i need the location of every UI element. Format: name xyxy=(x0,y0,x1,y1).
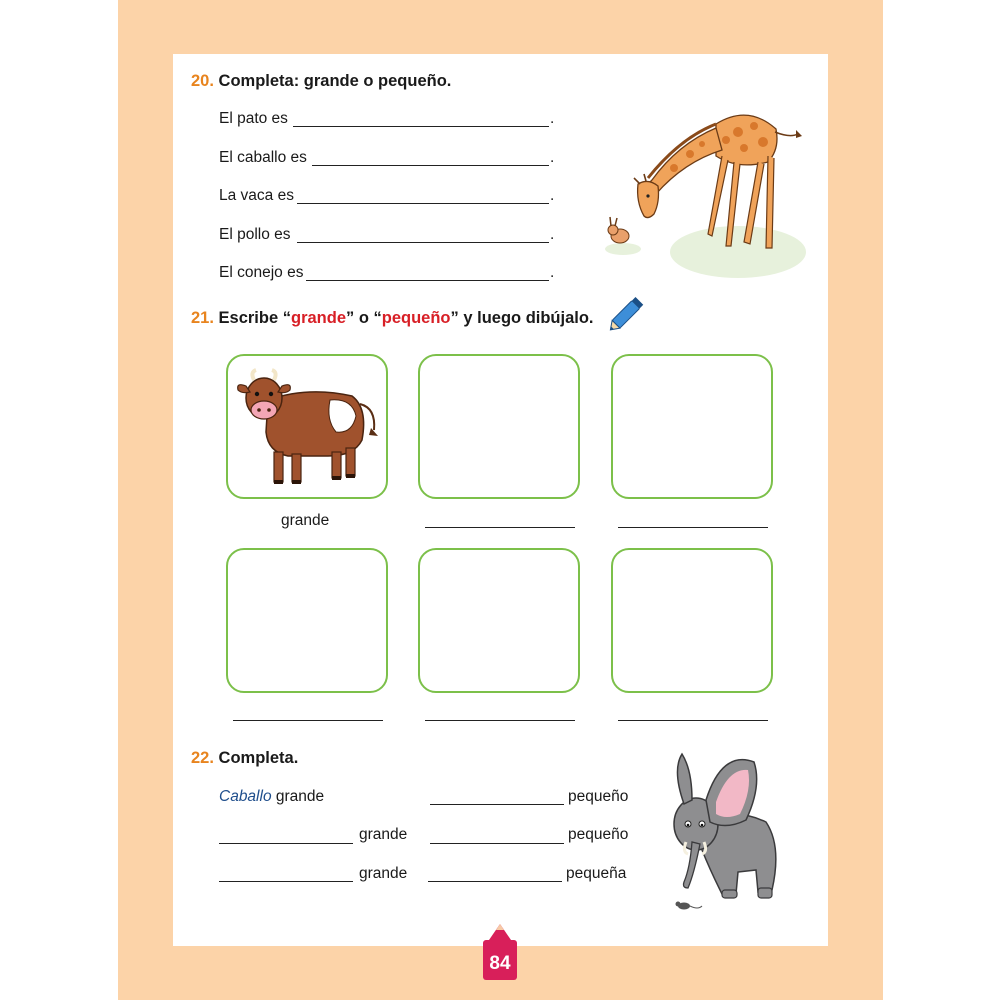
ex20-item-4-prompt: El pollo es xyxy=(219,226,291,243)
ex20-item-4-end: . xyxy=(550,226,555,243)
exercise-21-title-part3: ” y luego dibújalo. xyxy=(450,309,594,327)
exercise-21-word-big: grande xyxy=(291,309,347,327)
ex20-item-2 xyxy=(219,149,307,167)
ex22-row-3-right-suffix: pequeña xyxy=(566,865,627,882)
ex20-item-4 xyxy=(219,226,291,244)
exercise-22-heading xyxy=(191,749,298,768)
ex22-row-3-left-blank[interactable] xyxy=(219,881,353,882)
ex20-item-5-prompt: El conejo es xyxy=(219,264,304,281)
ex22-row-2-left-blank[interactable] xyxy=(219,843,353,844)
ex20-item-3-prompt: La vaca es xyxy=(219,187,294,204)
ex22-row-3-left-suffix: grande xyxy=(359,865,408,882)
drawing-box-4[interactable] xyxy=(226,548,388,693)
ex22-row-1-left xyxy=(219,788,324,806)
drawing-box-6[interactable] xyxy=(611,548,773,693)
exercise-21-title-part2: ” o “ xyxy=(346,309,382,327)
ex20-item-5-blank[interactable] xyxy=(306,280,549,281)
cow-illustration xyxy=(228,356,386,497)
exercise-20-number: 20. xyxy=(191,72,214,90)
ex20-item-4-blank[interactable] xyxy=(297,242,549,243)
ex20-item-2-end: . xyxy=(550,149,555,166)
ex20-item-1-blank[interactable] xyxy=(293,126,549,127)
exercise-21-number: 21. xyxy=(191,309,214,327)
ex22-row-3-right-blank[interactable] xyxy=(428,881,562,882)
drawing-box-1 xyxy=(226,354,388,499)
ex20-item-1-prompt: El pato es xyxy=(219,110,288,127)
ex20-item-5-end: . xyxy=(550,264,555,281)
page-number: 84 xyxy=(489,953,511,974)
ex20-item-3-end: . xyxy=(550,187,555,204)
exercise-21-title-part1: Escribe “ xyxy=(218,309,291,327)
exercise-22-number: 22. xyxy=(191,749,214,767)
box-2-answer-line[interactable] xyxy=(425,527,575,528)
example-label-grande: grande xyxy=(281,512,330,529)
ex20-item-2-blank[interactable] xyxy=(312,165,549,166)
ex20-item-1-end: . xyxy=(550,110,555,127)
ex22-row-1-right-suffix: pequeño xyxy=(568,788,629,805)
exercise-20-heading xyxy=(191,72,451,91)
ex22-row-2-left-suffix: grande xyxy=(359,826,408,843)
drawing-box-5[interactable] xyxy=(418,548,580,693)
exercise-20-title: Completa: grande o pequeño. xyxy=(218,72,452,90)
elephant-illustration xyxy=(662,750,794,915)
drawing-box-2[interactable] xyxy=(418,354,580,499)
ex22-row-1-left-suffix: grande xyxy=(275,788,325,805)
pencil-icon xyxy=(604,292,650,336)
exercise-22-title: Completa. xyxy=(218,749,299,767)
box-3-answer-line[interactable] xyxy=(618,527,768,528)
ex22-example-word: Caballo xyxy=(219,788,272,805)
exercise-21-heading xyxy=(191,309,594,328)
ex22-row-2-right-blank[interactable] xyxy=(430,843,564,844)
box-6-answer-line[interactable] xyxy=(618,720,768,721)
box-4-answer-line[interactable] xyxy=(233,720,383,721)
ex20-item-5 xyxy=(219,264,303,282)
giraffe-illustration xyxy=(598,84,808,284)
ex22-row-1-right-blank[interactable] xyxy=(430,804,564,805)
exercise-21-word-small: pequeño xyxy=(381,309,451,327)
box-5-answer-line[interactable] xyxy=(425,720,575,721)
ex20-item-3-blank[interactable] xyxy=(297,203,549,204)
ex20-item-3 xyxy=(219,187,294,205)
ex22-row-2-right-suffix: pequeño xyxy=(568,826,629,843)
drawing-box-3[interactable] xyxy=(611,354,773,499)
ex20-item-1 xyxy=(219,110,288,128)
ex20-item-2-prompt: El caballo es xyxy=(219,149,307,166)
